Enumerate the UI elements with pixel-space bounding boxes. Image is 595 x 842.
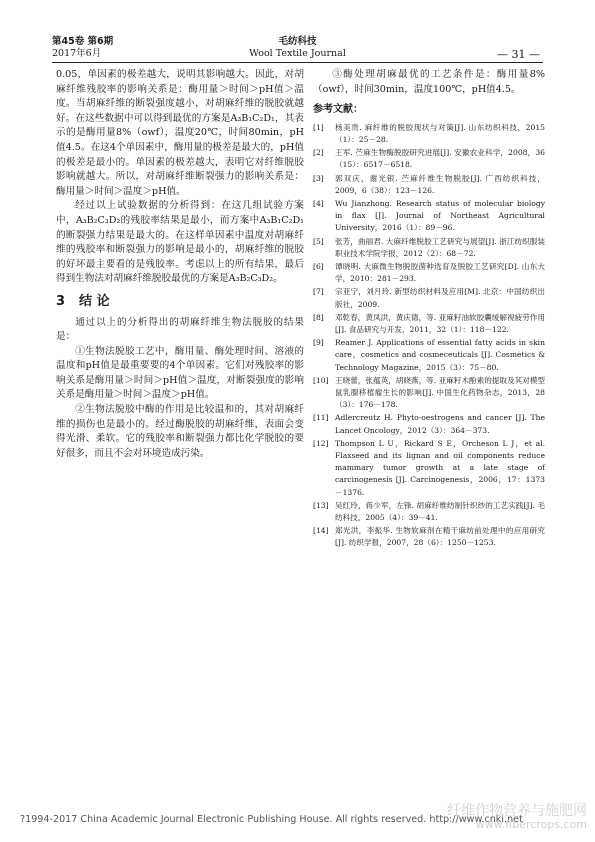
- journal-title-en: Wool Textile Journal: [249, 48, 346, 59]
- reference-text: Adlercreutz H. Phyto-oestrogens and cancer [J]. The Lancet Oncology，2012（3）：364－373.: [335, 413, 545, 435]
- journal-title-cn: 毛纺科技: [278, 36, 317, 47]
- reference-item: [313, 438, 545, 499]
- body-paragraph-1: 0.05，单因素的极差越大，说明其影响越大。因此，对胡麻纤维残胶率的影响关系是：酶用量＞时间＞pH值＞温度。当胡麻纤维的断裂强度越小，对胡麻纤维的脱胶就越好。在这些数据中可以得到最优的方案是A₃B₁C₂D₁，其表示的是酶用量8%（owf），温度20℃，时间80min，pH值4.5。在这4个单因素中，酶用量的极差是最大的，pH值的极差是最小的。单因素的极差越大，表明它对纤维脱胶影响就越大。所以，对胡麻纤维断裂强力的影响关系是：酶用量＞时间＞温度＞pH值。: [56, 69, 304, 197]
- left-column: [56, 68, 304, 461]
- reference-item: [313, 312, 545, 336]
- reference-item: [313, 337, 545, 374]
- journal-date: 2017年6月: [52, 48, 102, 59]
- reference-text: Wu Jianzhong. Research status of molecular biology in flax [J]. Journal of Northeast Agricultural University，2016（1）：89－96.: [335, 199, 545, 233]
- reference-item: [313, 375, 545, 412]
- reference-number: [8]: [313, 312, 324, 322]
- reference-number: [2]: [313, 148, 324, 158]
- reference-number: [5]: [313, 236, 324, 246]
- site-watermark: [447, 804, 587, 832]
- reference-number: [11]: [313, 413, 329, 423]
- section-title: 结 论: [79, 293, 110, 309]
- references-list: [313, 122, 545, 550]
- copyright-footer: ?1994-2017 China Academic Journal Electronic Publishing House. All rights reserved. http://www.cnki.net: [20, 814, 523, 825]
- conclusion-intro: 通过以上的分析得出的胡麻纤维生物法脱胶的结果是：: [56, 316, 304, 343]
- reference-number: [10]: [313, 375, 329, 385]
- conclusion-item-3: ③酶处理胡麻最优的工艺条件是：酶用量8%（owf），时间30min，温度100℃，pH值4.5。: [313, 69, 545, 95]
- reference-item: [313, 198, 545, 235]
- reference-item: [313, 173, 545, 197]
- reference-item: [313, 286, 545, 310]
- reference-text: Thompson L U，Rickard S E，Orcheson L J，et al. Flaxseed and its lignan and oil components reduce mammary tumor growth at a late stage of carcinogenesis [J]. Carcinogenesis，2006，17：1373－1376.: [335, 438, 545, 497]
- reference-item: [313, 261, 545, 285]
- reference-number: [14]: [313, 526, 329, 536]
- reference-item: [313, 147, 545, 171]
- reference-text: 谭晓明. 大麻微生物脱胶菌种选育及脱胶工艺研究[D]. 山东大学，2010：281－293.: [335, 262, 545, 284]
- watermark-url: www.fibercrops.com: [475, 818, 587, 831]
- reference-number: [13]: [313, 500, 329, 510]
- reference-text: 张芳，曲丽君. 大麻纤维脱胶工艺研究与展望[J]. 浙江纺织服装职业技术学院学报，2012（2）：68－72.: [335, 236, 545, 258]
- reference-number: [4]: [313, 199, 324, 208]
- reference-number: [9]: [313, 338, 324, 348]
- body-paragraph-2: 经过以上试验数据的分析得到：在这几组试验方案中，A₃B₂C₃D₂的残胶率结果是最小，而方案中A₃B₁C₂D₁的断裂强力结果是最大的。在这样单因素中温度对胡麻纤维的残胶率和断裂强力的影响是最小的，胡麻纤维的脱胶的好坏最主要看的是残胶率。考虑以上的所有结果，最后得到生物法对胡麻纤维脱胶最优的方案是A₃B₂C₃D₂。: [56, 200, 304, 285]
- conclusion-item-2: ②生物法脱胶中酶的作用是比较温和的，其对胡麻纤维的损伤也是最小的。经过酶脱胶的胡麻纤维，表面会变得光滑、柔软。它的残胶率和断裂强力都比化学脱胶的要好很多，而且不会对环境造成污染。: [56, 404, 304, 459]
- reference-number: [7]: [313, 287, 324, 297]
- reference-text: 杨美贵. 麻纤维的脱胶现状与对策[J]. 山东纺织科技，2015（1）：25－28.: [335, 122, 545, 144]
- reference-item: [313, 122, 545, 146]
- reference-item: [313, 525, 545, 549]
- reference-text: 王晓蕾，张蕴英，胡晓燕，等. 亚麻籽木酚素的提取及其对模型鼠乳腺移植瘤生长的影响[J]. 中国生化药物杂志，2013，28（3）：176－178.: [335, 375, 545, 410]
- reference-number: [1]: [313, 122, 324, 132]
- reference-text: 邓乾春，黄凤洪，黄庆德，等. 亚麻籽油软胶囊缓解视疲劳作用[J]. 食品研究与开发，2011，32（1）：118－122.: [335, 312, 545, 335]
- references-title: 参考文献：: [313, 104, 363, 116]
- reference-item: [313, 500, 545, 524]
- conclusion-item-1: ①生物法脱胶工艺中，酶用量、酶处理时间、溶液的温度和pH值是最重要要的4个单因素。它们对残胶率的影响关系是酶用量＞时间＞pH值＞温度，对断裂强度的影响关系是酶用量＞时间＞温度＞pH值。: [56, 345, 304, 401]
- reference-text: 吴红玲，蒋少军，左锋. 胡麻纤维纺制针织纱的工艺实践[J]. 毛纺科技，2005（4）：39－41.: [335, 500, 545, 523]
- header-rule: [52, 62, 543, 63]
- section-heading: [56, 295, 304, 310]
- section-number: 3: [56, 293, 66, 309]
- reference-text: 宗亚宁，刘月玲. 新型纺织材料及应用[M]. 北京：中国纺织出版社，2009.: [335, 287, 545, 309]
- page-number: — 31 —: [497, 48, 540, 61]
- reference-item: [313, 412, 545, 436]
- reference-text: 郑光洪，李振华. 生物软麻剂在精干麻纺前处理中的应用研究[J]. 纺织学报，2007，28（6）：1250－1253.: [335, 526, 545, 548]
- right-column: [313, 68, 545, 551]
- reference-text: 王军. 苎麻生物酶脱胶研究进展[J]. 安徽农业科学，2008，36（15）：6517－6518.: [335, 148, 545, 170]
- watermark-text: 纤维作物营养与施肥网: [447, 803, 587, 819]
- reference-number: [12]: [313, 438, 329, 448]
- reference-number: [6]: [313, 262, 324, 272]
- journal-volume: 第45卷 第6期: [52, 36, 114, 47]
- reference-number: [3]: [313, 173, 324, 183]
- reference-item: [313, 236, 545, 260]
- reference-text: Reamer J. Applications of essential fatty acids in skin care，cosmetics and cosmeceuticals [J]. Cosmetics & Technology Magazine，2015（3）：75－80.: [335, 338, 545, 372]
- reference-text: 郭双庆，谢光银. 苎麻纤维生物脱胶[J]. 广西纺织科技，2009，6（38）：123－126.: [335, 173, 545, 195]
